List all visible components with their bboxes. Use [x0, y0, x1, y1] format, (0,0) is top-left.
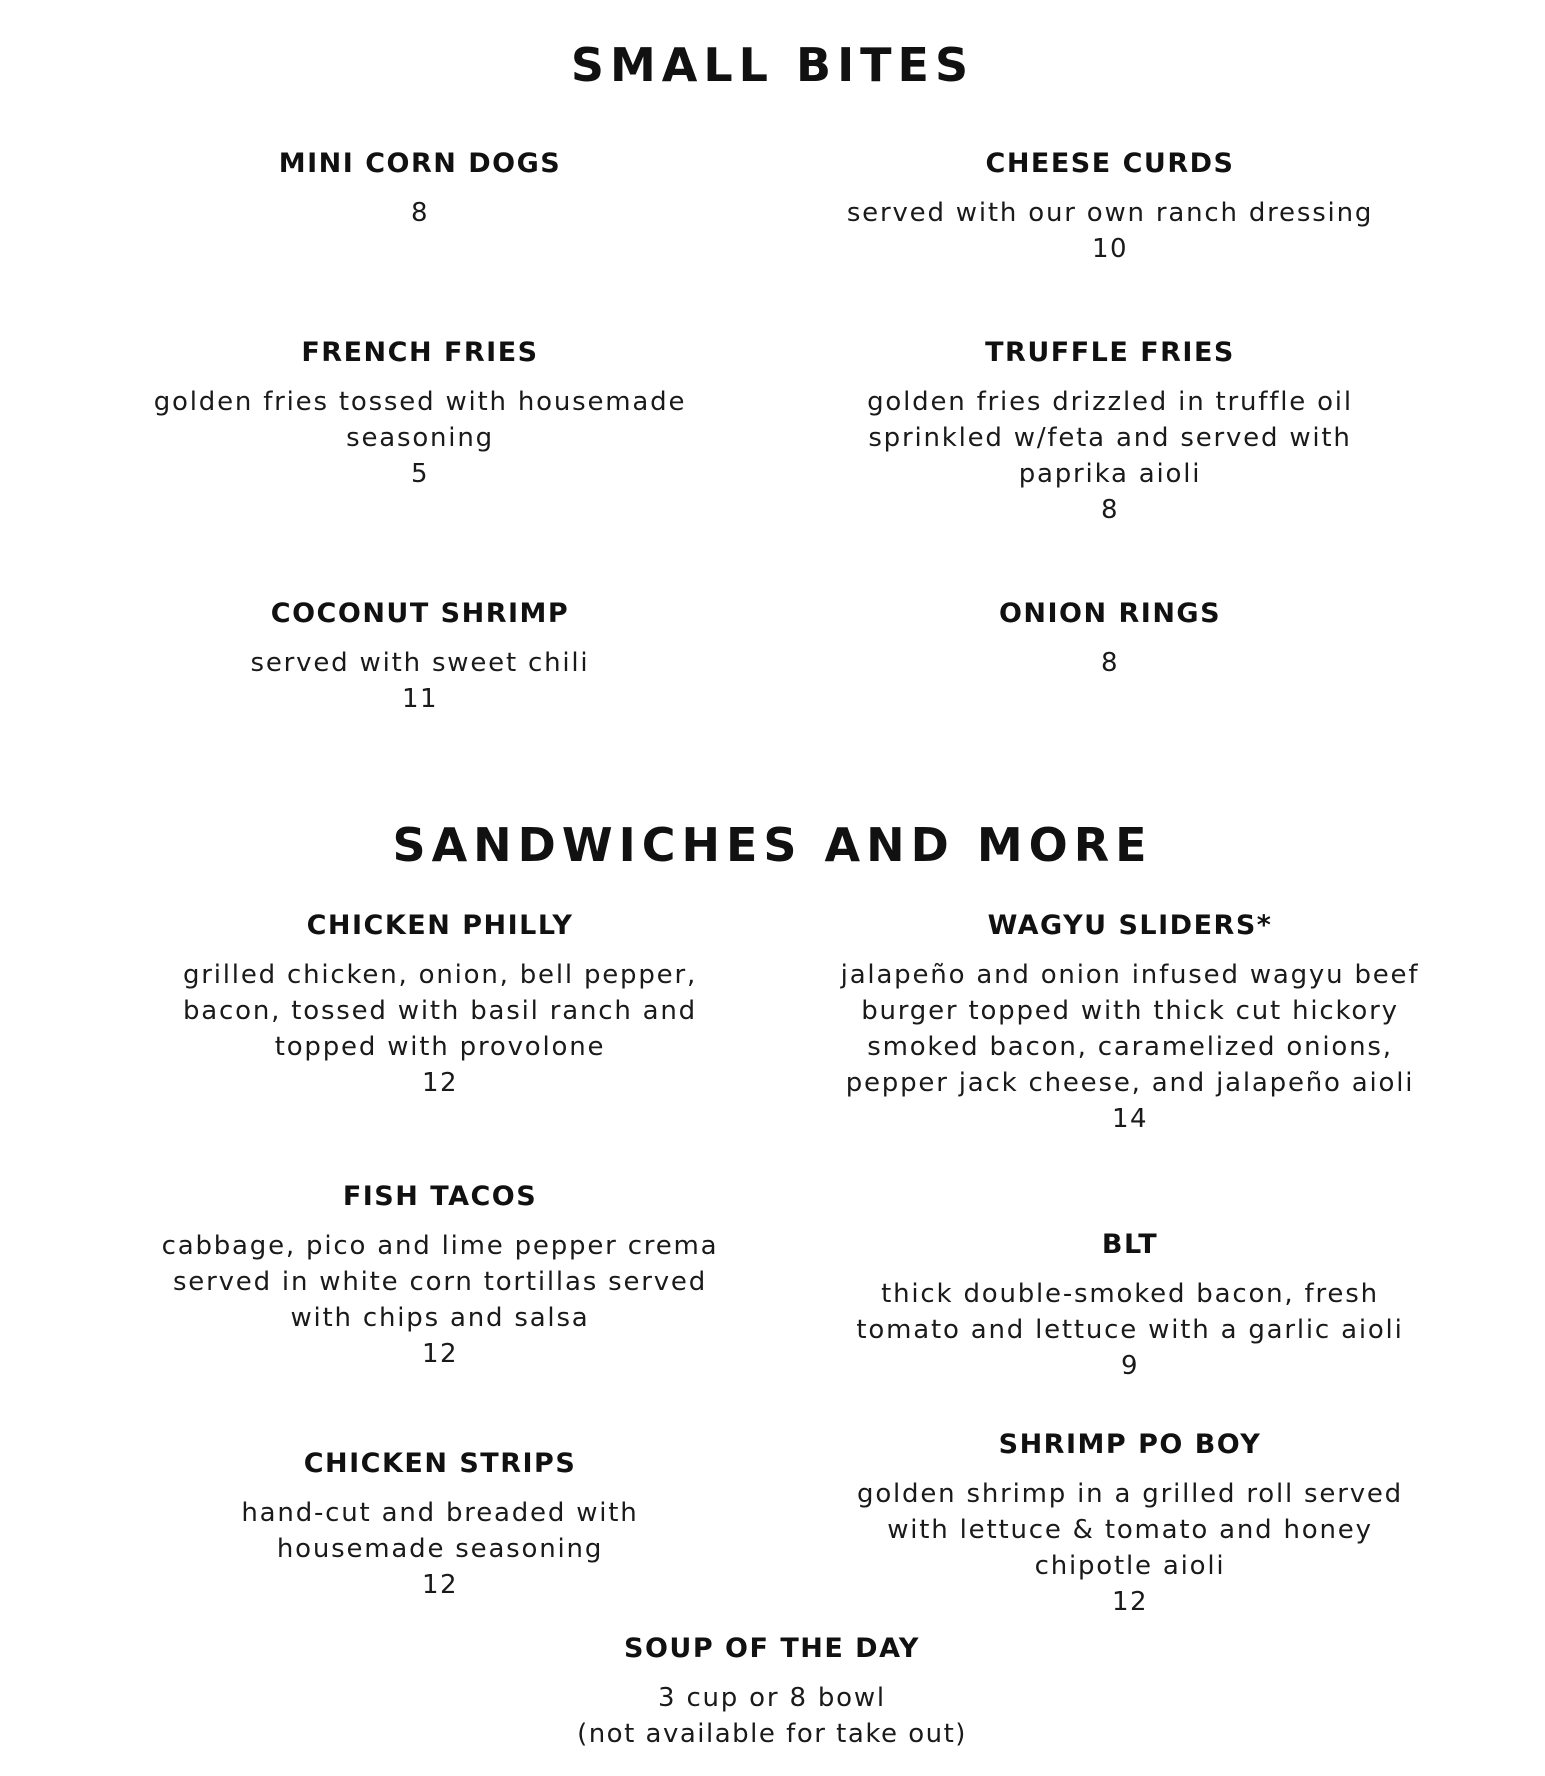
menu-item-coconut-shrimp [120, 600, 720, 717]
item-name: COCONUT SHRIMP [270, 598, 570, 629]
item-name: CHICKEN STRIPS [303, 1448, 577, 1479]
menu-item-shrimp-po-boy [830, 1431, 1430, 1620]
item-price: 5 [410, 459, 430, 489]
item-price: 12 [421, 1068, 459, 1098]
menu-item-blt [830, 1231, 1430, 1384]
section-title-sandwiches: SANDWICHES AND MORE [392, 818, 1153, 872]
section-title-small-bites: SMALL BITES [570, 38, 975, 92]
item-description: golden fries tossed with housemade seasoning [153, 387, 687, 453]
item-name: TRUFFLE FRIES [985, 337, 1235, 368]
menu-item-wagyu-sliders [830, 912, 1430, 1137]
menu-item-french-fries [120, 339, 720, 492]
item-description: jalapeño and onion infused wagyu beef burger topped with thick cut hickory smoked bacon, caramelized onions, pepper jack cheese, and jalapeño aioli [840, 960, 1420, 1098]
menu-item-cheese-curds [810, 150, 1410, 267]
item-name: BLT [1101, 1229, 1159, 1260]
item-description: grilled chicken, onion, bell pepper, bacon, tossed with basil ranch and topped with provolone [182, 960, 698, 1062]
menu-item-fish-tacos [140, 1183, 740, 1372]
item-name: FISH TACOS [342, 1181, 538, 1212]
item-description: hand-cut and breaded with housemade seasoning [241, 1498, 639, 1564]
menu-item-mini-corn-dogs [120, 150, 720, 231]
item-name: WAGYU SLIDERS* [987, 910, 1273, 941]
menu-item-chicken-strips [140, 1450, 740, 1603]
item-price: 11 [401, 684, 439, 714]
item-price: 12 [421, 1339, 459, 1369]
item-description: golden fries drizzled in truffle oil sprinkled w/feta and served with paprika aioli [867, 387, 1353, 489]
item-name: SOUP OF THE DAY [624, 1633, 920, 1664]
item-name: ONION RINGS [998, 598, 1222, 629]
item-price: 10 [1091, 234, 1129, 264]
menu-item-soup-of-the-day [472, 1635, 1072, 1752]
item-description: golden shrimp in a grilled roll served with lettuce & tomato and honey chipotle aioli [857, 1479, 1403, 1581]
item-description: served with sweet chili [250, 648, 590, 678]
menu-item-onion-rings [810, 600, 1410, 681]
item-name: FRENCH FRIES [301, 337, 539, 368]
item-description: 3 cup or 8 bowl [658, 1683, 886, 1713]
item-note: (not available for take out) [577, 1719, 967, 1749]
item-price: 8 [1100, 495, 1120, 525]
item-description: thick double-smoked bacon, fresh tomato and lettuce with a garlic aioli [856, 1279, 1404, 1345]
item-price: 12 [1111, 1587, 1149, 1617]
menu-item-truffle-fries [810, 339, 1410, 528]
item-price: 8 [410, 198, 430, 228]
item-price: 8 [1100, 648, 1120, 678]
item-name: SHRIMP PO BOY [998, 1429, 1262, 1460]
item-name: CHICKEN PHILLY [306, 910, 574, 941]
item-name: CHEESE CURDS [985, 148, 1235, 179]
item-price: 14 [1111, 1104, 1149, 1134]
item-name: MINI CORN DOGS [278, 148, 562, 179]
item-price: 12 [421, 1570, 459, 1600]
item-description: cabbage, pico and lime pepper crema served in white corn tortillas served with chips and salsa [161, 1231, 719, 1333]
item-price: 9 [1120, 1351, 1140, 1381]
menu-item-chicken-philly [140, 912, 740, 1101]
item-description: served with our own ranch dressing [846, 198, 1374, 228]
